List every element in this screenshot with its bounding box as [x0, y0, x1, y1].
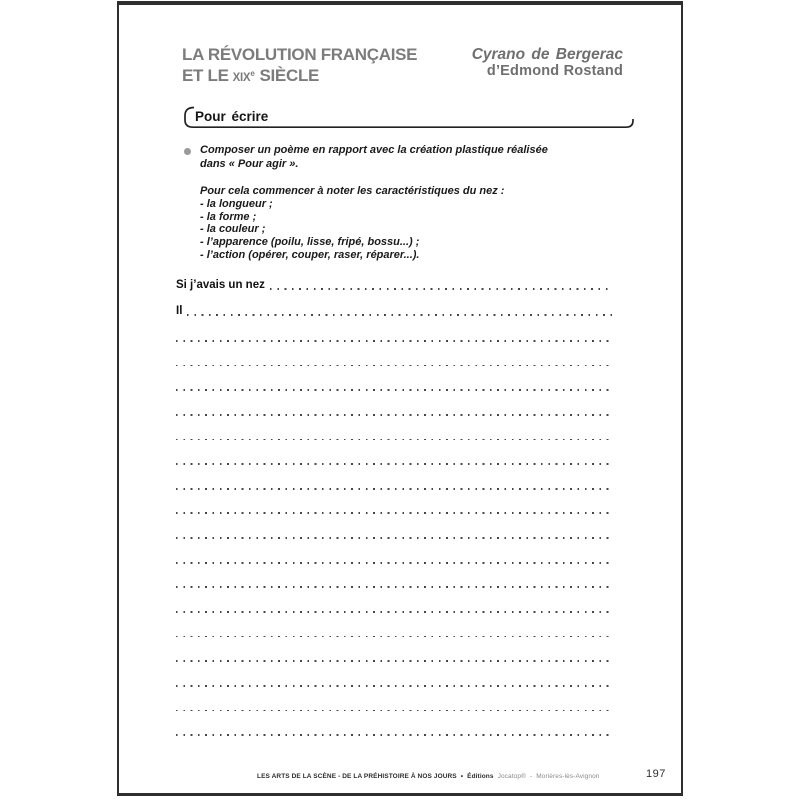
- dotted-writing-line: [176, 636, 612, 638]
- dotted-writing-line: [176, 537, 612, 539]
- dotted-writing-line: [176, 586, 612, 588]
- dotted-writing-line: [176, 660, 612, 662]
- dotted-writing-line: [176, 414, 612, 416]
- dotted-writing-line: [176, 734, 612, 736]
- dotted-rule: [270, 288, 612, 290]
- chapter-title-line2-suffix: SIÈCLE: [259, 66, 320, 85]
- section-header-pour-ecrire: [181, 106, 638, 130]
- work-reference: [472, 46, 623, 80]
- footer-imprint: [257, 773, 600, 780]
- characteristics-list: [200, 198, 419, 262]
- footer-editions-label: Éditions: [467, 773, 494, 780]
- chapter-title-line2-prefix: ET LE: [182, 66, 229, 85]
- bullet-icon: [184, 148, 191, 155]
- writing-lines-area: [176, 340, 612, 759]
- chapter-title-ordinal-sup: e: [250, 69, 255, 78]
- footer-publisher: Jocatop®: [497, 773, 526, 780]
- instruction-line: dans « Pour agir ».: [200, 157, 299, 170]
- exercise-instruction: [200, 144, 548, 171]
- page-number: 197: [646, 768, 666, 780]
- characteristic-item: - l’apparence (poilu, lisse, fripé, bossu...) ;: [200, 236, 420, 249]
- dotted-writing-line: [176, 340, 612, 342]
- exercise-subinstruction: Pour cela commencer à noter les caractéristiques du nez :: [200, 185, 505, 197]
- dotted-writing-line: [176, 685, 612, 687]
- dotted-writing-line: [176, 611, 612, 613]
- chapter-title-line1: LA RÉVOLUTION FRANÇAISE: [182, 45, 418, 64]
- writing-prompt-text: Il: [176, 305, 183, 317]
- work-title: Cyrano de Bergerac: [471, 46, 623, 63]
- characteristic-item: - la couleur ;: [200, 223, 266, 236]
- chapter-title-line2: [182, 64, 417, 88]
- dotted-rule: [187, 314, 612, 316]
- dotted-writing-line: [176, 463, 612, 465]
- dotted-writing-line: [176, 439, 612, 441]
- dotted-writing-line: [176, 365, 612, 367]
- footer-separator: •: [460, 773, 464, 780]
- dotted-writing-line: [176, 512, 612, 514]
- section-title: Pour écrire: [195, 109, 269, 124]
- footer-location: Morières-lès-Avignon: [536, 773, 600, 780]
- characteristic-item: - la longueur ;: [200, 198, 273, 210]
- writing-prompt-line-1: [176, 278, 612, 292]
- dotted-writing-line: [176, 710, 612, 712]
- writing-prompt-text: Si j’avais un nez: [176, 279, 265, 291]
- instruction-line: Composer un poème en rapport avec la création plastique réalisée: [200, 144, 548, 156]
- work-author: d’Edmond Rostand: [486, 63, 623, 79]
- dotted-writing-line: [176, 562, 612, 564]
- footer-series-title: LES ARTS DE LA SCÈNE - DE LA PRÉHISTOIRE À NOS JOURS: [257, 773, 457, 780]
- chapter-title: [182, 45, 417, 88]
- footer-dash: -: [529, 773, 533, 780]
- workbook-page: [117, 1, 683, 796]
- characteristic-item: - la forme ;: [200, 210, 257, 223]
- dotted-writing-line: [176, 389, 612, 391]
- chapter-title-roman-numeral: XIX: [232, 72, 251, 84]
- writing-prompt-line-2: [176, 304, 612, 318]
- dotted-writing-line: [176, 488, 612, 490]
- characteristic-item: - l’action (opérer, couper, raser, réparer...).: [200, 248, 420, 261]
